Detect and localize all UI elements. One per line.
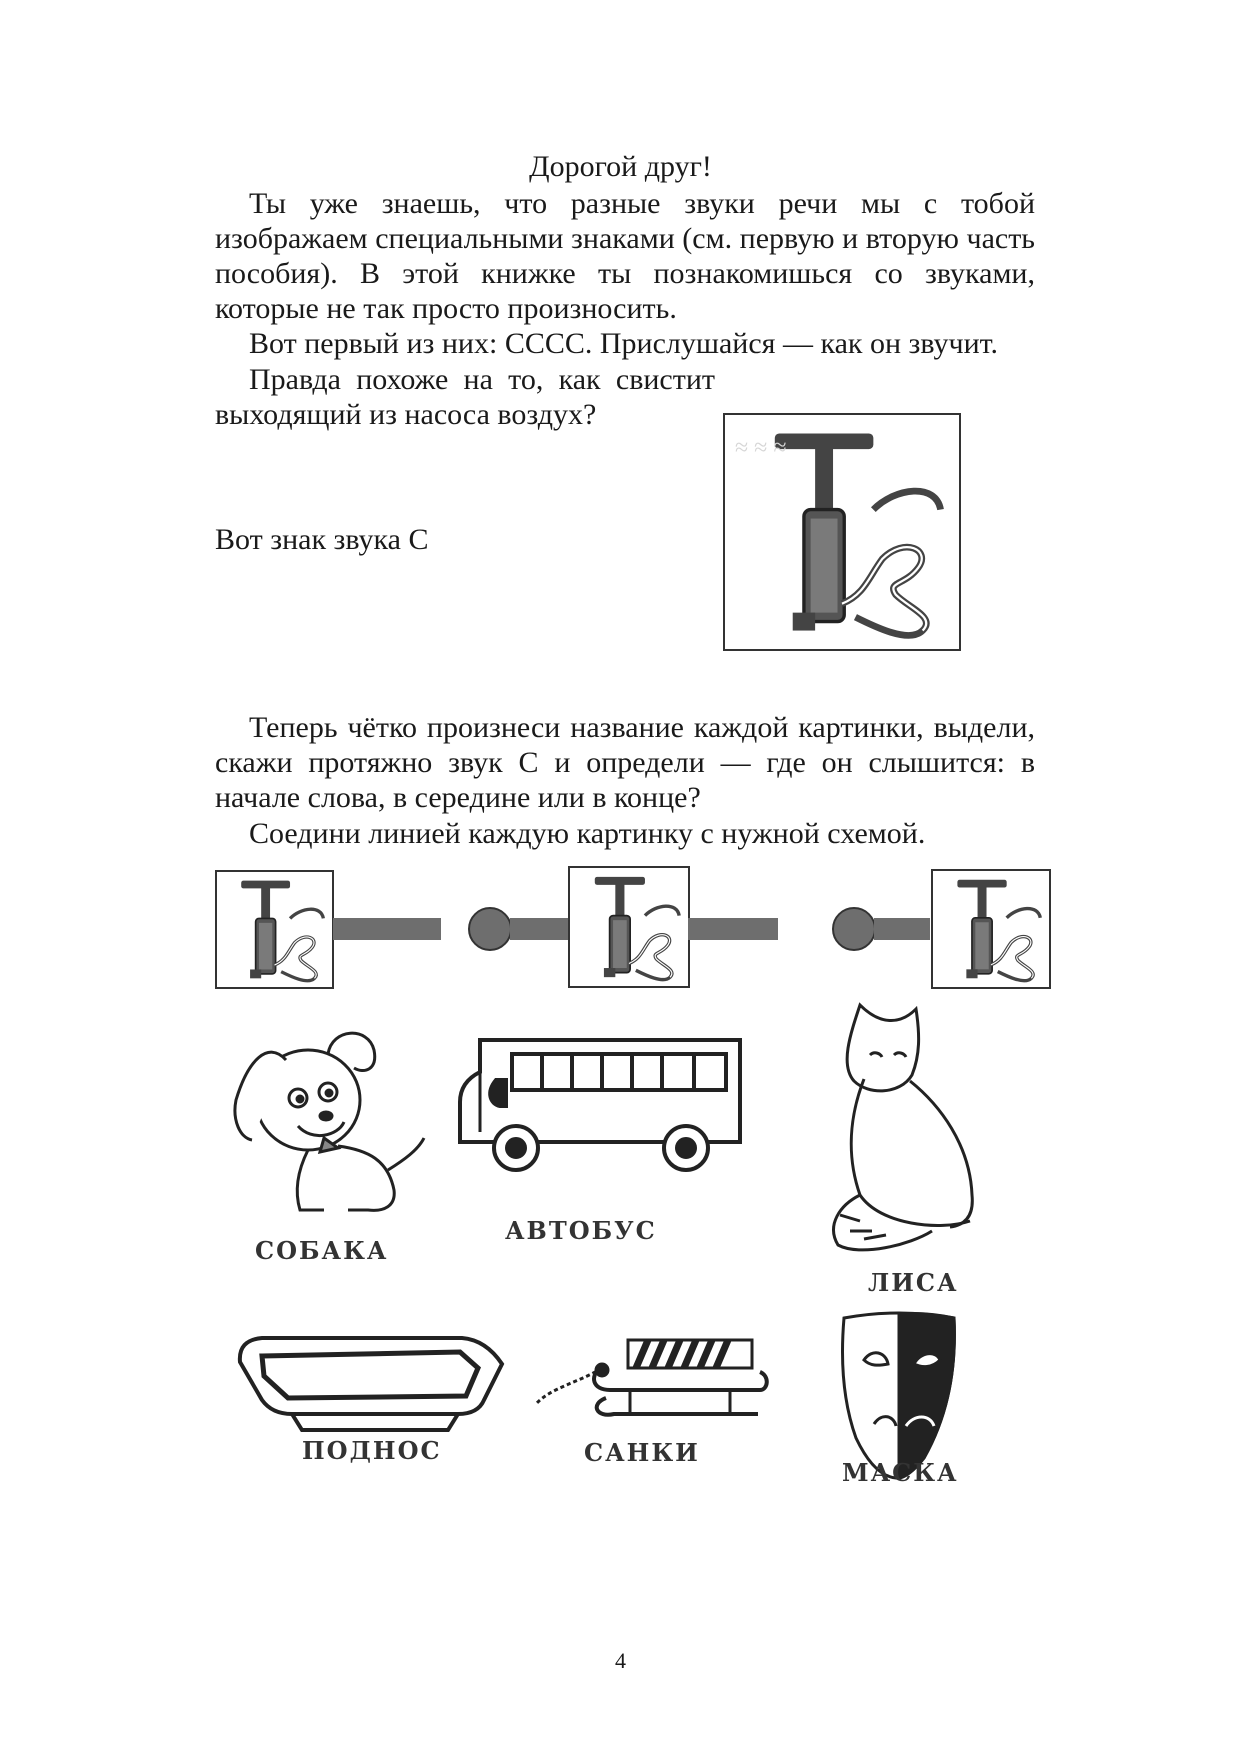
pump-question-paragraph: Правда похоже на то, как свистит выходящий из насоса воздух? (215, 363, 715, 431)
page-number: 4 (615, 1648, 626, 1673)
bus-caption: АВТОБУС (505, 1216, 657, 1245)
first-sound-paragraph: Вот первый из них: СССС. Прислушайся — как он звучит. (249, 327, 999, 360)
scheme-end-dot (832, 907, 876, 951)
scheme-middle-sign (568, 866, 690, 988)
instruction-paragraph: Теперь чётко произнеси название каждой картинки, выдели, скажи протяжно звук С и определи — где он слышится: в начале слова, в середине или в конце? (215, 711, 1035, 814)
sound-sign-caption: Вот знак звука С (215, 523, 429, 556)
mask-caption: МАСКА (842, 1458, 959, 1487)
scheme-middle-dot-left (468, 907, 512, 951)
scheme-end-line (874, 918, 930, 940)
dog-caption: СОБАКА (255, 1236, 389, 1265)
pump-icon (570, 868, 688, 986)
page-title: Дорогой друг! (529, 150, 712, 183)
tray-caption: ПОДНОС (302, 1436, 442, 1465)
scheme-end-sign (931, 869, 1051, 989)
sled-caption: САНКИ (584, 1438, 700, 1467)
scheme-start-sign (215, 870, 334, 989)
fox-picture (820, 995, 1010, 1255)
tray-picture (232, 1330, 512, 1440)
scheme-start-line (333, 918, 441, 940)
faint-bleed-text: ≈ ≈ ≈ (735, 435, 787, 461)
intro-paragraph: Ты уже знаешь, что разные звуки речи мы с тобой изображаем специальными знаками (см. первую и вторую часть пособия). В этой книжке ты познакомишься со звуками, которые не так просто произносить. (215, 187, 1035, 325)
pump-icon (933, 871, 1049, 987)
sound-s-sign-image (723, 413, 961, 651)
mask-picture (834, 1308, 964, 1483)
sled-picture (530, 1328, 770, 1428)
connect-task-paragraph: Соедини линией каждую картинку с нужной схемой. (249, 817, 926, 850)
bus-picture (440, 1032, 750, 1182)
pump-icon (217, 872, 332, 987)
fox-caption: ЛИСА (868, 1268, 959, 1297)
dog-picture (228, 1020, 428, 1225)
scheme-middle-line-left (510, 918, 568, 940)
scheme-middle-line-right (688, 918, 778, 940)
